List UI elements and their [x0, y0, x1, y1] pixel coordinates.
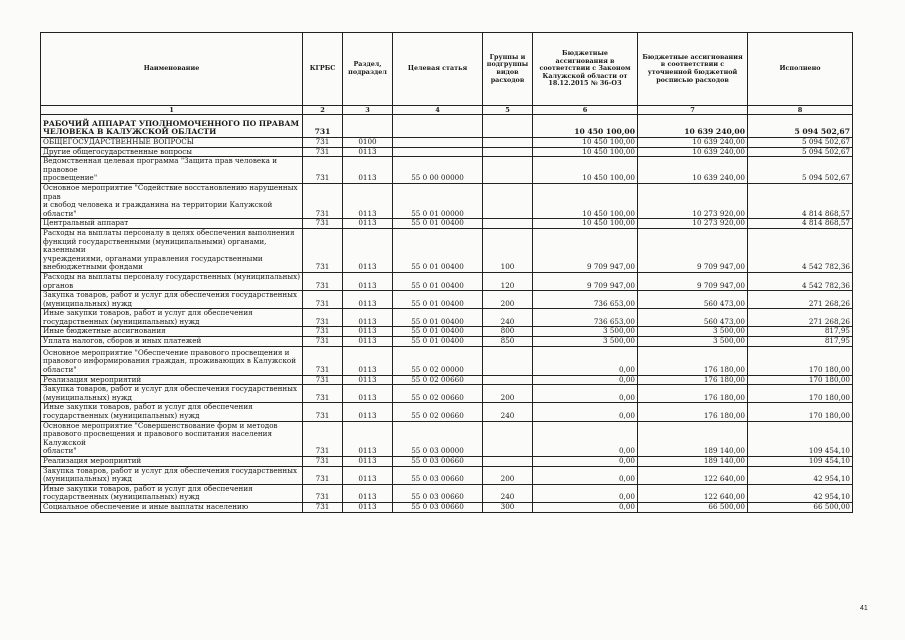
- cell-done: 817,95: [748, 327, 853, 337]
- cell-name: Основное мероприятие "Совершенствование форм и методов правового просвещения и правового воспитания населения Калужской области": [41, 421, 303, 456]
- cell-section: 0113: [343, 272, 393, 290]
- cell-kgrbs: 731: [303, 115, 343, 138]
- col-number: 4: [393, 106, 483, 115]
- cell-done: 817,95: [748, 337, 853, 347]
- table-row: [41, 457, 853, 467]
- cell-group: [483, 147, 533, 157]
- col-number: 6: [533, 106, 638, 115]
- cell-refined: 3 500,00: [638, 337, 748, 347]
- cell-plan: 736 653,00: [533, 309, 638, 327]
- cell-group: 120: [483, 272, 533, 290]
- cell-group: [483, 115, 533, 138]
- cell-plan: 10 450 100,00: [533, 138, 638, 148]
- cell-refined: 10 273 920,00: [638, 219, 748, 229]
- cell-target: 55 0 01 00400: [393, 272, 483, 290]
- cell-done: 109 454,10: [748, 457, 853, 467]
- cell-kgrbs: 731: [303, 157, 343, 184]
- cell-kgrbs: 731: [303, 291, 343, 309]
- cell-section: 0113: [343, 327, 393, 337]
- table-row: [41, 219, 853, 229]
- cell-group: [483, 421, 533, 456]
- cell-target: 55 0 02 00660: [393, 403, 483, 421]
- cell-target: 55 0 03 00660: [393, 502, 483, 512]
- cell-kgrbs: 731: [303, 484, 343, 502]
- cell-done: 170 180,00: [748, 346, 853, 375]
- cell-plan: 10 450 100,00: [533, 183, 638, 218]
- cell-refined: 3 500,00: [638, 327, 748, 337]
- cell-plan: 9 709 947,00: [533, 228, 638, 272]
- cell-target: 55 0 01 00400: [393, 327, 483, 337]
- table-row: [41, 385, 853, 403]
- column-number-row: [41, 106, 853, 115]
- cell-target: 55 0 03 00000: [393, 421, 483, 456]
- cell-section: 0113: [343, 183, 393, 218]
- cell-group: 200: [483, 291, 533, 309]
- cell-group: [483, 183, 533, 218]
- col-number: 7: [638, 106, 748, 115]
- table-row: [41, 346, 853, 375]
- cell-plan: 0,00: [533, 466, 638, 484]
- cell-name: Расходы на выплаты персоналу в целях обеспечения выполнения функций государственными (муниципальными) органами, казенными учреждениями, органами управления государственными внебюджетными фондами: [41, 228, 303, 272]
- cell-section: 0113: [343, 346, 393, 375]
- cell-target: [393, 115, 483, 138]
- table-row: [41, 147, 853, 157]
- cell-plan: 10 450 100,00: [533, 219, 638, 229]
- cell-refined: 189 140,00: [638, 457, 748, 467]
- col-number: 1: [41, 106, 303, 115]
- cell-kgrbs: 731: [303, 502, 343, 512]
- cell-section: 0113: [343, 337, 393, 347]
- cell-group: [483, 219, 533, 229]
- cell-kgrbs: 731: [303, 219, 343, 229]
- table-row: [41, 138, 853, 148]
- cell-target: [393, 138, 483, 148]
- table-body: [41, 115, 853, 513]
- cell-plan: 3 500,00: [533, 327, 638, 337]
- cell-refined: 66 500,00: [638, 502, 748, 512]
- cell-kgrbs: 731: [303, 403, 343, 421]
- cell-target: 55 0 03 00660: [393, 484, 483, 502]
- cell-group: 850: [483, 337, 533, 347]
- cell-section: 0113: [343, 375, 393, 385]
- cell-name: Закупка товаров, работ и услуг для обеспечения государственных (муниципальных) нужд: [41, 291, 303, 309]
- cell-target: 55 0 01 00000: [393, 183, 483, 218]
- cell-done: 5 094 502,67: [748, 157, 853, 184]
- cell-refined: 10 639 240,00: [638, 138, 748, 148]
- cell-section: 0113: [343, 484, 393, 502]
- cell-kgrbs: 731: [303, 138, 343, 148]
- cell-done: 4 542 782,36: [748, 228, 853, 272]
- cell-plan: 0,00: [533, 457, 638, 467]
- table-row: [41, 183, 853, 218]
- table-row: [41, 502, 853, 512]
- table-row: [41, 403, 853, 421]
- cell-plan: 0,00: [533, 484, 638, 502]
- cell-name: РАБОЧИЙ АППАРАТ УПОЛНОМОЧЕННОГО ПО ПРАВАМ ЧЕЛОВЕКА В КАЛУЖСКОЙ ОБЛАСТИ: [41, 115, 303, 138]
- cell-done: 109 454,10: [748, 421, 853, 456]
- cell-name: Закупка товаров, работ и услуг для обеспечения государственных (муниципальных) нужд: [41, 466, 303, 484]
- cell-done: 5 094 502,67: [748, 138, 853, 148]
- cell-refined: 10 273 920,00: [638, 183, 748, 218]
- cell-group: 200: [483, 385, 533, 403]
- cell-section: 0113: [343, 228, 393, 272]
- table-row: [41, 291, 853, 309]
- cell-section: 0113: [343, 147, 393, 157]
- col-header-done: Исполнено: [748, 33, 853, 106]
- cell-done: 42 954,10: [748, 484, 853, 502]
- cell-group: 800: [483, 327, 533, 337]
- col-number: 5: [483, 106, 533, 115]
- cell-name: Социальное обеспечение и иные выплаты населению: [41, 502, 303, 512]
- cell-name: Иные закупки товаров, работ и услуг для обеспечения государственных (муниципальных) нужд: [41, 309, 303, 327]
- cell-refined: 9 709 947,00: [638, 272, 748, 290]
- header-row: [41, 33, 853, 106]
- cell-target: [393, 147, 483, 157]
- cell-section: 0113: [343, 219, 393, 229]
- table-row: [41, 466, 853, 484]
- cell-kgrbs: 731: [303, 183, 343, 218]
- cell-plan: 736 653,00: [533, 291, 638, 309]
- cell-name: Центральный аппарат: [41, 219, 303, 229]
- cell-section: 0113: [343, 457, 393, 467]
- cell-section: 0113: [343, 309, 393, 327]
- cell-name: Другие общегосударственные вопросы: [41, 147, 303, 157]
- cell-kgrbs: 731: [303, 466, 343, 484]
- col-header-group: Группы и подгруппы видов расходов: [483, 33, 533, 106]
- cell-section: [343, 115, 393, 138]
- cell-name: Закупка товаров, работ и услуг для обеспечения государственных (муниципальных) нужд: [41, 385, 303, 403]
- cell-refined: 560 473,00: [638, 309, 748, 327]
- cell-name: Основное мероприятие "Обеспечение правового просвещения и правового информирования граждан, проживающих в Калужской области": [41, 346, 303, 375]
- table-row: [41, 228, 853, 272]
- cell-done: 5 094 502,67: [748, 115, 853, 138]
- cell-kgrbs: 731: [303, 346, 343, 375]
- cell-name: Расходы на выплаты персоналу государственных (муниципальных) органов: [41, 272, 303, 290]
- cell-kgrbs: 731: [303, 457, 343, 467]
- table-row: [41, 157, 853, 184]
- cell-target: 55 0 01 00400: [393, 309, 483, 327]
- cell-name: Иные закупки товаров, работ и услуг для обеспечения государственных (муниципальных) нужд: [41, 403, 303, 421]
- cell-kgrbs: 731: [303, 375, 343, 385]
- cell-done: 4 814 868,57: [748, 183, 853, 218]
- cell-plan: 0,00: [533, 375, 638, 385]
- cell-done: 170 180,00: [748, 385, 853, 403]
- cell-plan: 10 450 100,00: [533, 147, 638, 157]
- cell-group: [483, 457, 533, 467]
- cell-group: 240: [483, 309, 533, 327]
- cell-plan: 10 450 100,00: [533, 115, 638, 138]
- cell-name: Реализация мероприятий: [41, 457, 303, 467]
- table-row: [41, 272, 853, 290]
- page-number: 41: [860, 605, 868, 612]
- cell-section: 0113: [343, 466, 393, 484]
- cell-done: 4 814 868,57: [748, 219, 853, 229]
- cell-done: 66 500,00: [748, 502, 853, 512]
- col-number: 8: [748, 106, 853, 115]
- cell-group: [483, 375, 533, 385]
- cell-plan: 0,00: [533, 403, 638, 421]
- table-row: [41, 421, 853, 456]
- cell-section: 0113: [343, 403, 393, 421]
- col-number: 2: [303, 106, 343, 115]
- col-header-section: Раздел, подраздел: [343, 33, 393, 106]
- cell-target: 55 0 02 00000: [393, 346, 483, 375]
- cell-done: 5 094 502,67: [748, 147, 853, 157]
- cell-refined: 176 180,00: [638, 375, 748, 385]
- cell-target: 55 0 01 00400: [393, 337, 483, 347]
- cell-target: 55 0 01 00400: [393, 219, 483, 229]
- cell-section: 0113: [343, 291, 393, 309]
- cell-name: Реализация мероприятий: [41, 375, 303, 385]
- cell-name: Уплата налогов, сборов и иных платежей: [41, 337, 303, 347]
- cell-done: 42 954,10: [748, 466, 853, 484]
- cell-refined: 122 640,00: [638, 484, 748, 502]
- cell-refined: 176 180,00: [638, 346, 748, 375]
- cell-section: 0113: [343, 421, 393, 456]
- cell-name: Иные бюджетные ассигнования: [41, 327, 303, 337]
- cell-kgrbs: 731: [303, 272, 343, 290]
- table-row: [41, 484, 853, 502]
- cell-kgrbs: 731: [303, 337, 343, 347]
- cell-name: Ведомственная целевая программа "Защита прав человека и правовое просвещение": [41, 157, 303, 184]
- cell-done: 271 268,26: [748, 309, 853, 327]
- col-header-kgrbs: КГРБС: [303, 33, 343, 106]
- table-row: [41, 337, 853, 347]
- cell-group: [483, 157, 533, 184]
- cell-group: 240: [483, 484, 533, 502]
- col-header-plan: Бюджетные ассигнования в соответствии с Законом Калужской области от 18.12.2015 № 36-ОЗ: [533, 33, 638, 106]
- col-header-name: Наименование: [41, 33, 303, 106]
- cell-target: 55 0 02 00660: [393, 375, 483, 385]
- budget-table: [40, 32, 853, 513]
- cell-section: 0113: [343, 502, 393, 512]
- cell-refined: 176 180,00: [638, 403, 748, 421]
- cell-plan: 0,00: [533, 502, 638, 512]
- cell-target: 55 0 00 00000: [393, 157, 483, 184]
- cell-plan: 0,00: [533, 385, 638, 403]
- cell-target: 55 0 02 00660: [393, 385, 483, 403]
- cell-target: 55 0 03 00660: [393, 466, 483, 484]
- cell-plan: 9 709 947,00: [533, 272, 638, 290]
- cell-name: Иные закупки товаров, работ и услуг для обеспечения государственных (муниципальных) нужд: [41, 484, 303, 502]
- cell-name: ОБЩЕГОСУДАРСТВЕННЫЕ ВОПРОСЫ: [41, 138, 303, 148]
- cell-plan: 3 500,00: [533, 337, 638, 347]
- cell-group: [483, 346, 533, 375]
- cell-done: 170 180,00: [748, 403, 853, 421]
- col-header-target: Целевая статья: [393, 33, 483, 106]
- cell-target: 55 0 03 00660: [393, 457, 483, 467]
- cell-kgrbs: 731: [303, 309, 343, 327]
- cell-target: 55 0 01 00400: [393, 228, 483, 272]
- cell-refined: 122 640,00: [638, 466, 748, 484]
- cell-kgrbs: 731: [303, 421, 343, 456]
- cell-kgrbs: 731: [303, 228, 343, 272]
- cell-refined: 560 473,00: [638, 291, 748, 309]
- cell-group: 240: [483, 403, 533, 421]
- table-row: [41, 375, 853, 385]
- cell-done: 4 542 782,36: [748, 272, 853, 290]
- cell-group: 100: [483, 228, 533, 272]
- table-row: [41, 115, 853, 138]
- table-row: [41, 309, 853, 327]
- col-number: 3: [343, 106, 393, 115]
- cell-refined: 10 639 240,00: [638, 157, 748, 184]
- cell-section: 0100: [343, 138, 393, 148]
- cell-target: 55 0 01 00400: [393, 291, 483, 309]
- cell-section: 0113: [343, 157, 393, 184]
- cell-plan: 10 450 100,00: [533, 157, 638, 184]
- cell-refined: 189 140,00: [638, 421, 748, 456]
- cell-done: 170 180,00: [748, 375, 853, 385]
- cell-refined: 10 639 240,00: [638, 115, 748, 138]
- cell-refined: 176 180,00: [638, 385, 748, 403]
- cell-kgrbs: 731: [303, 385, 343, 403]
- cell-refined: 9 709 947,00: [638, 228, 748, 272]
- cell-plan: 0,00: [533, 421, 638, 456]
- cell-kgrbs: 731: [303, 147, 343, 157]
- table-row: [41, 327, 853, 337]
- cell-refined: 10 639 240,00: [638, 147, 748, 157]
- cell-kgrbs: 731: [303, 327, 343, 337]
- cell-name: Основное мероприятие "Содействие восстановлению нарушенных прав и свобод человека и гражданина на территории Калужской области": [41, 183, 303, 218]
- cell-section: 0113: [343, 385, 393, 403]
- cell-done: 271 268,26: [748, 291, 853, 309]
- cell-group: 200: [483, 466, 533, 484]
- cell-group: 300: [483, 502, 533, 512]
- cell-plan: 0,00: [533, 346, 638, 375]
- col-header-refined: Бюджетные ассигнования в соответствии с уточненной бюджетной росписью расходов: [638, 33, 748, 106]
- cell-group: [483, 138, 533, 148]
